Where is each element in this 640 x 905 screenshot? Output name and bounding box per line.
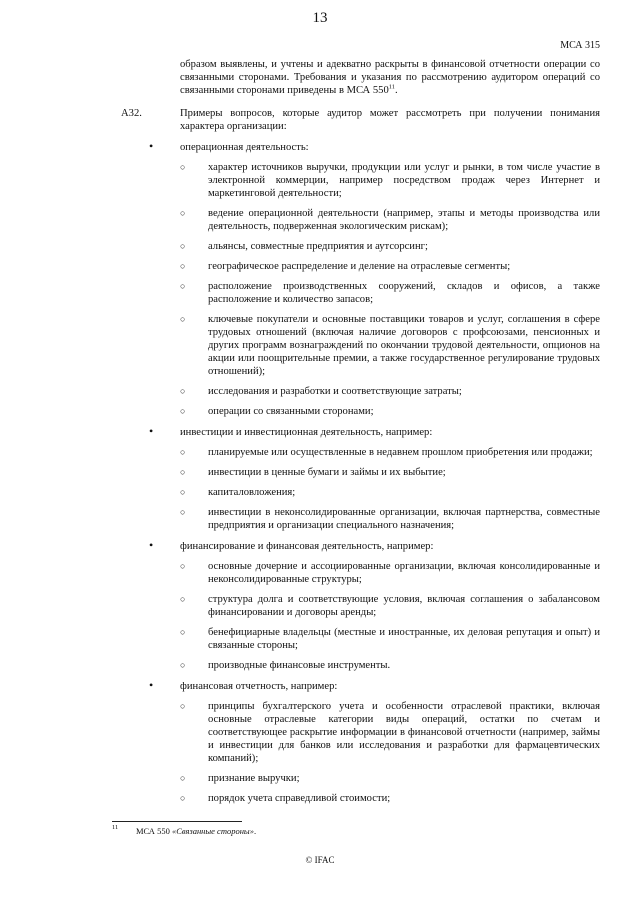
circle-bullet-icon: ○ — [180, 507, 186, 517]
circle-bullet-icon: ○ — [180, 701, 186, 711]
section-title: инвестиции и инвестиционная деятельность, например: — [180, 427, 433, 438]
list-item — [180, 486, 600, 499]
list-item — [180, 260, 600, 273]
circle-bullet-icon: ○ — [180, 208, 186, 218]
circle-bullet-icon: ○ — [180, 467, 186, 477]
intro-paragraph — [180, 58, 600, 97]
list-item-text: ведение операционной деятельности (например, этапы и методы производства или деятельность, подверженная экологическим рискам); — [208, 208, 600, 232]
list-item — [180, 207, 600, 233]
footnote-title: «Связанные стороны» — [171, 826, 254, 836]
section-title: операционная деятельность: — [180, 142, 309, 153]
section-list — [0, 141, 640, 805]
circle-bullet-icon: ○ — [180, 773, 186, 783]
list-item-text: принципы бухгалтерского учета и особенности отраслевой практики, включая основные отраслевые категории виды операций, остатки по счетам и соответствующее раскрытие информации в финансовой отчетности (например, займы и инвестиции для банков или исследования и разработки для фармацевтических компаний); — [208, 701, 600, 764]
circle-bullet-icon: ○ — [180, 793, 186, 803]
section-item — [149, 538, 600, 553]
bullet-icon: • — [149, 538, 154, 552]
circle-bullet-icon: ○ — [180, 627, 186, 637]
bullet-icon: • — [149, 678, 154, 692]
list-item — [180, 313, 600, 378]
circle-bullet-icon: ○ — [180, 406, 186, 416]
list-item — [180, 659, 600, 672]
list-item — [180, 792, 600, 805]
list-item — [180, 280, 600, 306]
list-item — [180, 506, 600, 532]
circle-bullet-icon: ○ — [180, 447, 186, 457]
list-item-text: инвестиции в ценные бумаги и займы и их выбытие; — [208, 467, 446, 478]
intro-end: . — [395, 85, 398, 96]
list-item — [180, 626, 600, 652]
list-item-text: бенефициарные владельцы (местные и иностранные, их деловая репутация и опыт) и связанные стороны; — [208, 627, 600, 651]
footnote-number: 11 — [112, 824, 119, 831]
list-item-text: альянсы, совместные предприятия и аутсорсинг; — [208, 241, 428, 252]
circle-bullet-icon: ○ — [180, 487, 186, 497]
page-number: 13 — [312, 10, 328, 26]
circle-bullet-icon: ○ — [180, 660, 186, 670]
list-item-text: планируемые или осуществленные в недавнем прошлом приобретения или продажи; — [208, 447, 593, 458]
list-item — [180, 593, 600, 619]
section-item — [149, 139, 600, 154]
list-item-text: производные финансовые инструменты. — [208, 660, 391, 671]
section-title: финансовая отчетность, например: — [180, 681, 338, 692]
list-item-text: инвестиции в неконсолидированные организации, включая партнерства, совместные предприятия и организации специального назначения; — [208, 507, 600, 531]
footnote-end: . — [253, 826, 257, 836]
list-item-text: характер источников выручки, продукции или услуг и рынки, в том числе участие в электронной коммерции, например посредством продаж через Интернет и маркетинговой деятельности; — [208, 162, 600, 199]
circle-bullet-icon: ○ — [180, 241, 186, 251]
copyright-footer: © IFAC — [305, 855, 335, 865]
list-item-text: основные дочерние и ассоциированные организации, включая консолидированные и неконсолидированные структуры; — [208, 561, 600, 585]
list-item — [180, 700, 600, 765]
circle-bullet-icon: ○ — [180, 314, 186, 324]
list-item — [180, 560, 600, 586]
list-item-text: исследования и разработки и соответствующие затраты; — [208, 386, 462, 397]
list-item — [180, 405, 600, 418]
footnote-divider — [112, 821, 242, 822]
circle-bullet-icon: ○ — [180, 261, 186, 271]
footnote-text — [136, 826, 256, 836]
list-item-text: признание выручки; — [208, 773, 300, 784]
paragraph-text: Примеры вопросов, которые аудитор может рассмотреть при получении понимания характера организации: — [180, 108, 600, 132]
bullet-icon: • — [149, 424, 154, 438]
circle-bullet-icon: ○ — [180, 594, 186, 604]
list-item — [180, 772, 600, 785]
standard-code: МСА 315 — [560, 40, 600, 51]
list-item-text: расположение производственных сооружений, складов и офисов, а также расположение и количество запасов; — [208, 281, 600, 305]
section-title: финансирование и финансовая деятельность, например: — [180, 541, 434, 552]
list-item — [180, 385, 600, 398]
list-item — [180, 161, 600, 200]
section-item — [149, 678, 600, 693]
footnote-ref: 11 — [388, 83, 396, 91]
list-item-text: структура долга и соответствующие условия, включая соглашения о забалансовом финансировании и договоры аренды; — [208, 594, 600, 618]
list-item — [180, 240, 600, 253]
circle-bullet-icon: ○ — [180, 561, 186, 571]
bullet-icon: • — [149, 139, 154, 153]
section-item — [149, 424, 600, 439]
paragraph-number: A32. — [121, 108, 142, 119]
list-item-text: капиталовложения; — [208, 487, 296, 498]
page-body — [0, 58, 640, 805]
circle-bullet-icon: ○ — [180, 281, 186, 291]
list-item-text: географическое распределение и деление на отраслевые сегменты; — [208, 261, 511, 272]
list-item-text: операции со связанными сторонами; — [208, 406, 374, 417]
paragraph-a32 — [121, 107, 600, 133]
footnote-prefix: МСА 550 — [136, 826, 172, 836]
list-item-text: порядок учета справедливой стоимости; — [208, 793, 391, 804]
intro-text: образом выявлены, и учтены и адекватно раскрыты в финансовой отчетности операции со связанными сторонами. Требования и указания по рассмотрению аудитором операций со связанными сторонами приведены в МСА 550 — [180, 59, 600, 96]
list-item — [180, 446, 600, 459]
circle-bullet-icon: ○ — [180, 386, 186, 396]
circle-bullet-icon: ○ — [180, 162, 186, 172]
list-item — [180, 466, 600, 479]
list-item-text: ключевые покупатели и основные поставщики товаров и услуг, соглашения в сфере трудовых отношений (включая наличие договоров с профсоюзами, пенсионных и других программ вознаграждений по окончании трудовой деятельности, опционов на акции или поощрительные премии, а также государственное регулирование трудовых отношений); — [208, 314, 600, 377]
